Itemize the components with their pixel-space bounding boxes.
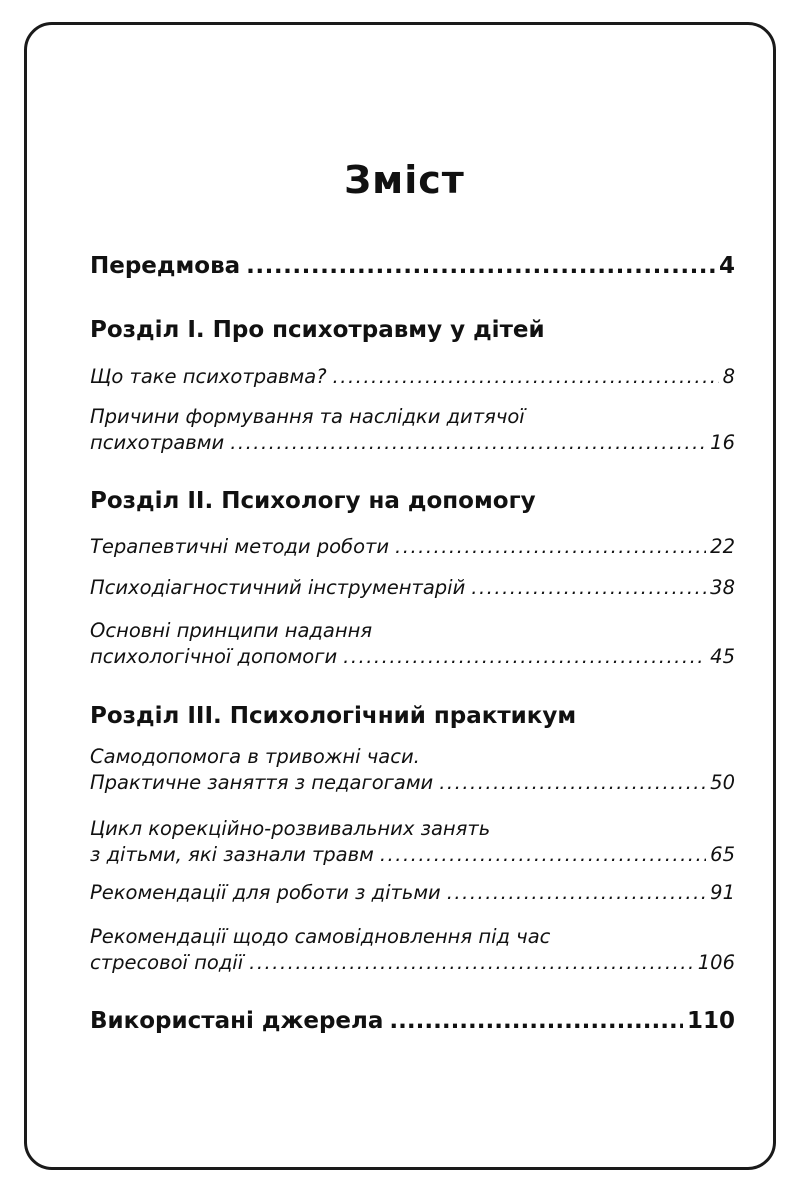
toc-entry-label: Терапевтичні методи роботи bbox=[90, 535, 390, 558]
toc-entry-label: стресової події bbox=[90, 951, 244, 974]
dot-leader bbox=[230, 430, 706, 456]
toc-entry-label-line: Причини формування та наслідки дитячої bbox=[90, 405, 525, 428]
toc-entry-label: Передмова bbox=[90, 253, 241, 279]
toc-entry-label-line: Самодопомога в тривожні часи. bbox=[90, 745, 420, 768]
dot-leader bbox=[395, 534, 706, 560]
dot-leader bbox=[389, 1008, 683, 1034]
dot-leader bbox=[246, 253, 715, 279]
toc-entry-label: Використані джерела bbox=[90, 1008, 384, 1034]
section-heading-2: Розділ II. Психологу на допомогу bbox=[90, 488, 536, 514]
dot-leader bbox=[333, 364, 719, 390]
toc-page-number: 38 bbox=[710, 576, 735, 599]
dot-leader bbox=[343, 644, 706, 670]
section-heading-3: Розділ III. Психологічний практикум bbox=[90, 703, 577, 729]
dot-leader bbox=[249, 950, 694, 976]
toc-entry[interactable] bbox=[90, 924, 735, 976]
toc-entry-label: психотравми bbox=[90, 431, 225, 454]
dot-leader bbox=[439, 770, 706, 796]
toc-entry-label: з дітьми, які зазнали травм bbox=[90, 843, 374, 866]
toc-entry-label: Рекомендації для роботи з дітьми bbox=[90, 881, 441, 904]
toc-entry[interactable] bbox=[90, 534, 735, 560]
toc-entry[interactable] bbox=[90, 880, 735, 906]
toc-page-number: 91 bbox=[710, 881, 735, 904]
toc-entry[interactable] bbox=[90, 575, 735, 601]
toc-entry-label-line: Основні принципи надання bbox=[90, 619, 373, 642]
toc-page-number: 16 bbox=[710, 431, 735, 454]
toc-entry[interactable] bbox=[90, 744, 735, 796]
toc-entry-label: психологічної допомоги bbox=[90, 645, 338, 668]
toc-entry[interactable] bbox=[90, 364, 735, 390]
section-heading-1: Розділ I. Про психотравму у дітей bbox=[90, 317, 545, 343]
toc-page-number: 106 bbox=[697, 951, 735, 974]
toc-entry[interactable] bbox=[90, 816, 735, 868]
toc-page-number: 65 bbox=[710, 843, 735, 866]
toc-entry-sources[interactable] bbox=[90, 1008, 735, 1034]
toc-entry-label: Психодіагностичний інструментарій bbox=[90, 576, 466, 599]
toc-entry-label-line: Рекомендації щодо самовідновлення під час bbox=[90, 925, 551, 948]
toc-entry-label-line: Цикл корекційно-розвивальних занять bbox=[90, 817, 491, 840]
toc-entry-label: Що таке психотравма? bbox=[90, 365, 327, 388]
toc-page-number: 45 bbox=[710, 645, 735, 668]
toc-entry-label: Практичне заняття з педагогами bbox=[90, 771, 434, 794]
toc-page-number: 8 bbox=[722, 365, 735, 388]
toc-page-number: 50 bbox=[710, 771, 735, 794]
toc-entry[interactable] bbox=[90, 618, 735, 670]
page-title: Зміст bbox=[344, 158, 465, 202]
dot-leader bbox=[471, 575, 706, 601]
toc-page-number: 110 bbox=[686, 1008, 735, 1034]
toc-page-number: 4 bbox=[718, 253, 735, 279]
toc-entry[interactable] bbox=[90, 404, 735, 456]
toc-page-number: 22 bbox=[710, 535, 735, 558]
dot-leader bbox=[380, 842, 706, 868]
dot-leader bbox=[447, 880, 706, 906]
toc-entry-foreword[interactable] bbox=[90, 253, 735, 279]
